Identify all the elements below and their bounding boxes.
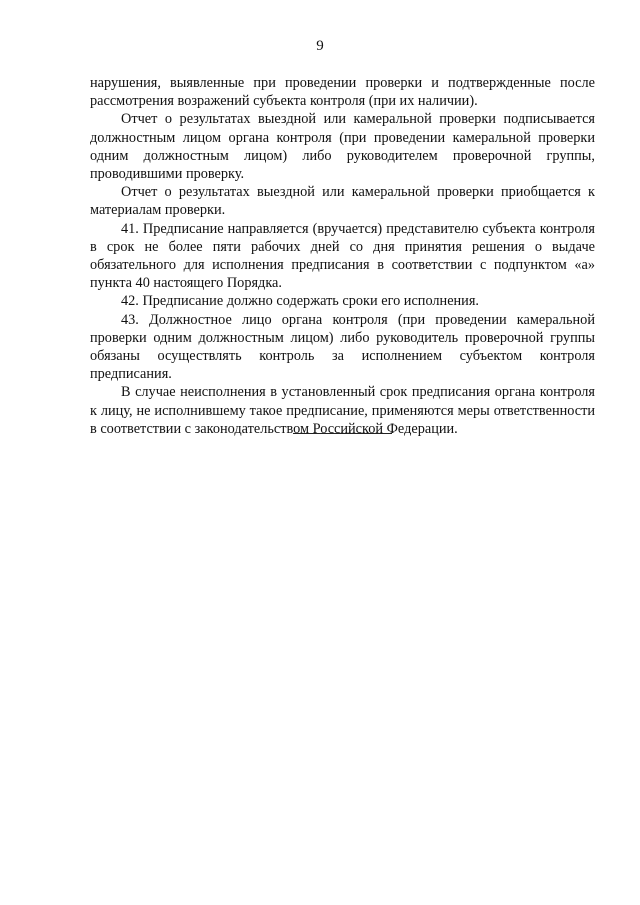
document-end-rule (293, 433, 392, 434)
paragraph-report-signing: Отчет о результатах выездной или камеральной проверки подписывается должностным лицом органа контроля (при проведении камеральной проверки одним должностным лицом) либо руководителем проверочной группы, проводившими проверку. (90, 111, 595, 183)
paragraph-item-42: 42. Предписание должно содержать сроки его исполнения. (121, 293, 479, 310)
paragraph-item-43: 43. Должностное лицо органа контроля (при проведении камеральной проверки одним должностным лицом) либо руководитель проверочной группы обязаны осуществлять контроль за исполнением субъектом контроля предписания. (90, 311, 595, 383)
paragraph-continuation: нарушения, выявленные при проведении проверки и подтвержденные после рассмотрения возражений субъекта контроля (при их наличии). (90, 75, 595, 110)
document-body (90, 74, 595, 438)
page-number: 9 (316, 38, 324, 54)
paragraph-item-41: 41. Предписание направляется (вручается) представителю субъекта контроля в срок не более пяти рабочих дней со дня принятия решения о выдаче обязательного для исполнения предписания в соответствии с подпунктом «а» пункта 40 настоящего Порядка. (90, 220, 595, 292)
paragraph-non-compliance: В случае неисполнения в установленный срок предписания органа контроля к лицу, не исполнившему такое предписание, применяются меры ответственности в соответствии с законодательством Российской Федерации. (90, 384, 595, 437)
paragraph-report-attachment: Отчет о результатах выездной или камеральной проверки приобщается к материалам проверки. (90, 184, 595, 219)
